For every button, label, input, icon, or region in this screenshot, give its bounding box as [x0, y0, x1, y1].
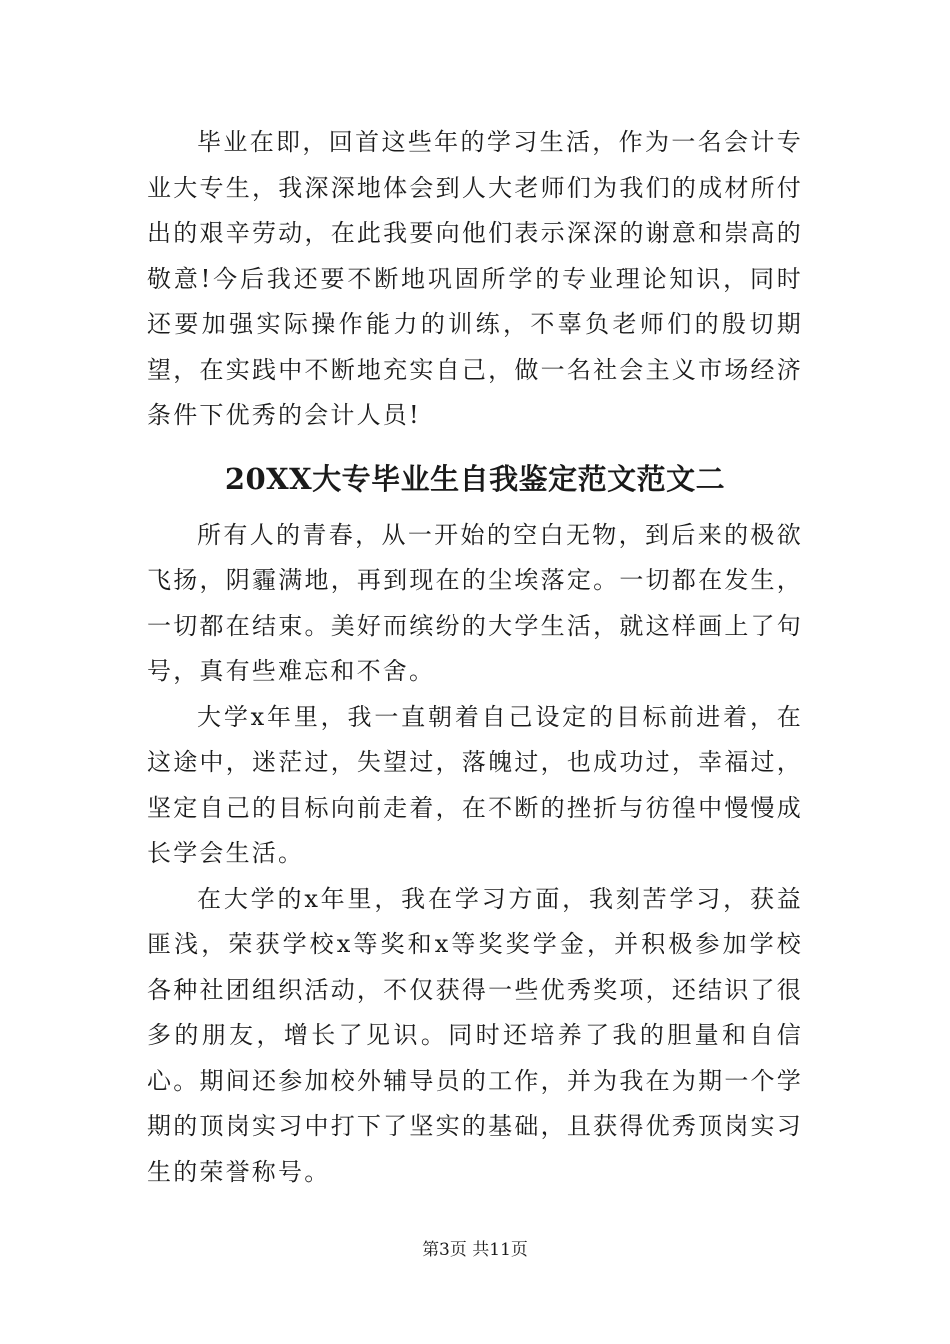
paragraph-1: 所有人的青春，从一开始的空白无物，到后来的极欲飞扬，阴霾满地，再到现在的尘埃落定。一切都在发生，一切都在结束。美好而缤纷的大学生活，就这样画上了句号，真有些难忘和不舍。 — [147, 520, 803, 685]
paragraph-3: 在大学的x年里，我在学习方面，我刻苦学习，获益匪浅，荣获学校x等奖和x等奖奖学金，并积极参加学校各种社团组织活动，不仅获得一些优秀奖项，还结识了很多的朋友，增长了见识。同时还培养了我的胆量和自信心。期间还参加校外辅导员的工作，并为我在为期一个学期的顶岗实习中打下了坚实的基础，且获得优秀顶岗实习生的荣誉称号。 — [147, 884, 803, 1186]
page-number-footer: 第3页 共11页 — [422, 1240, 528, 1260]
section-title: 20XX大专毕业生自我鉴定范文范文二 — [224, 461, 726, 496]
paragraph-intro: 毕业在即，回首这些年的学习生活，作为一名会计专业大专生，我深深地体会到人大老师们为我们的成材所付出的艰辛劳动，在此我要向他们表示深深的谢意和崇高的敬意!今后我还要不断地巩固所学的专业理论知识，同时还要加强实际操作能力的训练，不辜负老师们的殷切期望，在实践中不断地充实自己，做一名社会主义市场经济条件下优秀的会计人员! — [147, 128, 803, 429]
paragraph-2: 大学x年里，我一直朝着自己设定的目标前进着，在这途中，迷茫过，失望过，落魄过，也成功过，幸福过，坚定自己的目标向前走着，在不断的挫折与彷徨中慢慢成长学会生活。 — [147, 702, 803, 867]
document-body — [147, 120, 803, 1195]
